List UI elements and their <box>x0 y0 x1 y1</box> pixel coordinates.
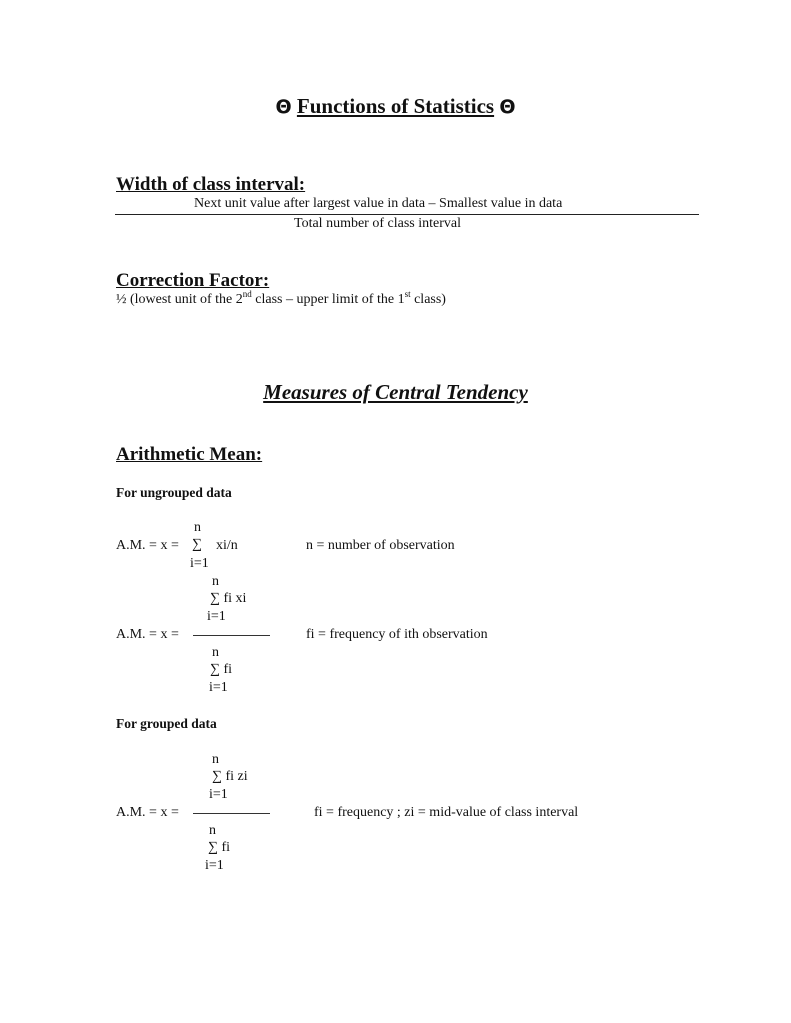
theta-symbol-left: Θ <box>275 96 292 118</box>
f3-lhs: A.M. = x = <box>116 805 179 820</box>
page-title <box>0 94 791 119</box>
f2-den-term: ∑ fi <box>210 662 233 677</box>
f1-lower-limit: i=1 <box>190 556 209 571</box>
f2-den-upper: n <box>212 645 219 660</box>
ungrouped-heading: For ungrouped data <box>116 485 232 500</box>
f1-upper-limit: n <box>194 520 201 535</box>
f2-den-lower: i=1 <box>209 680 228 695</box>
f1-term: xi/n <box>216 538 238 553</box>
f2-num-upper: n <box>212 574 219 589</box>
f3-note: fi = frequency ; zi = mid-value of class interval <box>314 805 579 820</box>
f2-lhs: A.M. = x = <box>116 627 179 642</box>
correction-heading: Correction Factor: <box>116 270 270 291</box>
f2-note: fi = frequency of ith observation <box>306 627 488 642</box>
width-heading: Width of class interval: <box>116 174 306 195</box>
f2-num-lower: i=1 <box>207 609 226 624</box>
correction-part3: class) <box>410 292 446 307</box>
f2-fraction-line <box>193 635 270 636</box>
correction-sup2: st <box>404 289 411 299</box>
f3-num-lower: i=1 <box>209 787 228 802</box>
correction-sup1: nd <box>242 289 252 299</box>
f3-den-lower: i=1 <box>205 858 224 873</box>
grouped-heading: For grouped data <box>116 716 217 731</box>
f1-lhs: A.M. = x = <box>116 538 179 553</box>
theta-symbol-right: Θ <box>499 96 516 118</box>
fraction-rule <box>115 214 699 215</box>
f3-num-term: ∑ fi zi <box>212 769 248 784</box>
f3-den-term: ∑ fi <box>208 840 231 855</box>
correction-part2: class – upper limit of the 1 <box>251 292 405 307</box>
correction-part1: ½ (lowest unit of the 2 <box>116 292 243 307</box>
f3-fraction-line <box>193 813 270 814</box>
f1-sigma: ∑ <box>192 537 202 552</box>
arithmetic-mean-heading: Arithmetic Mean: <box>116 444 263 465</box>
f3-den-upper: n <box>209 823 216 838</box>
f1-note: n = number of observation <box>306 538 455 553</box>
correction-formula <box>116 289 446 308</box>
page-title-text: Functions of Statistics <box>296 94 495 118</box>
width-denominator: Total number of class interval <box>294 216 461 231</box>
central-tendency-heading: Measures of Central Tendency <box>263 380 528 404</box>
width-numerator: Next unit value after largest value in data – Smallest value in data <box>194 196 563 211</box>
f2-num-term: ∑ fi xi <box>210 591 247 606</box>
f3-num-upper: n <box>212 752 219 767</box>
